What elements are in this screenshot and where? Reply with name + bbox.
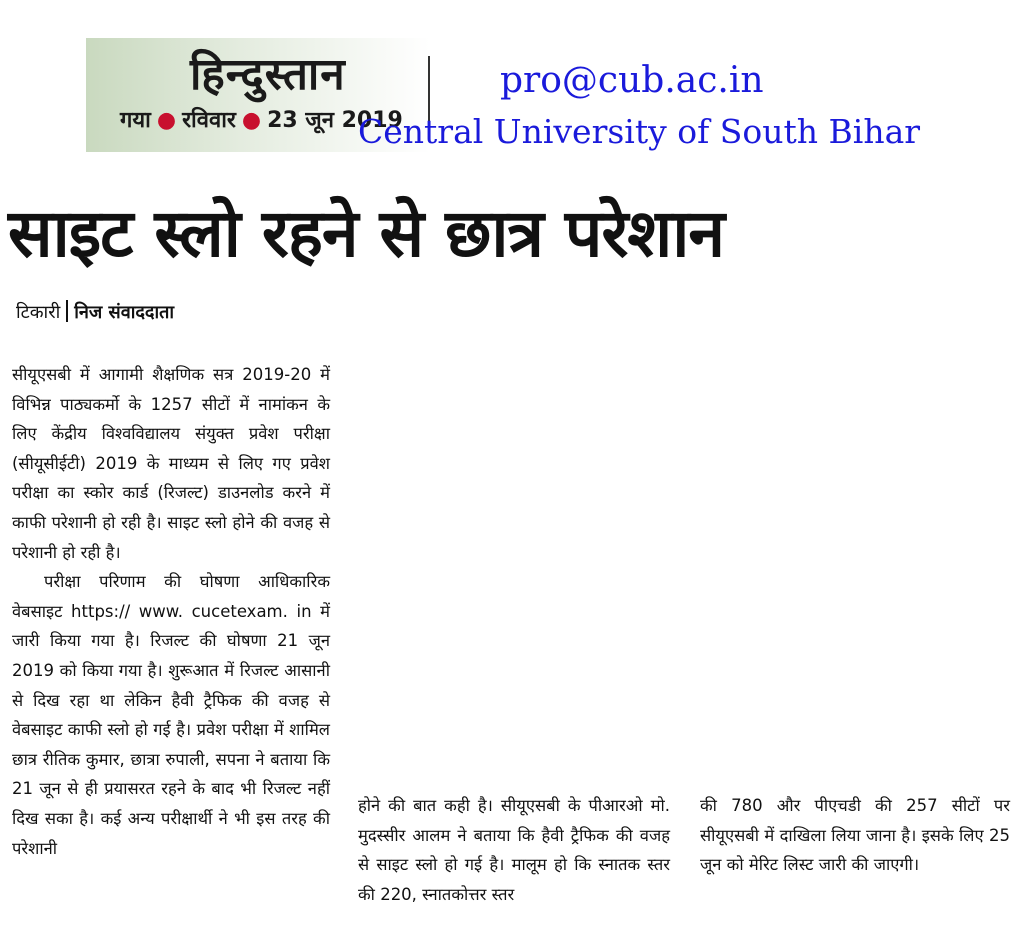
- byline: [16, 300, 174, 324]
- article-column-3: [700, 791, 1010, 880]
- byline-divider: [66, 300, 68, 322]
- article-column-1: [12, 360, 330, 863]
- bullet-icon: ●: [241, 108, 262, 133]
- article-column-2-text: होने की बात कही है। सीयूएसबी के पीआरओ मो. मुदस्सीर आलम ने बताया कि हैवी ट्रैफिक की वजह से साइट स्लो हो गई है। मालूम हो कि स्नातक स्तर की 220, स्नातकोत्तर स्तर: [358, 796, 670, 904]
- byline-reporter: निज संवाददाता: [74, 302, 175, 323]
- byline-place: टिकारी: [16, 302, 61, 323]
- bullet-icon: ●: [156, 108, 177, 133]
- dateline-city: गया: [120, 108, 151, 133]
- article-paragraph-1: सीयूएसबी में आगामी शैक्षणिक सत्र 2019-20 में विभिन्न पाठ्यकर्मो के 1257 सीटों में नामांकन के लिए केंद्रीय विश्वविद्यालय संयुक्त प्रवेश परीक्षा (सीयूसीईटी) 2019 के माध्यम से लिए गए प्रवेश परीक्षा का स्कोर कार्ड (रिजल्ट) डाउनलोड करने में काफी परेशानी हो रही है। साइट स्लो होने की वजह से परेशानी हो रही है।: [12, 365, 330, 562]
- article-column-3-text: की 780 और पीएचडी की 257 सीटों पर सीयूएसबी में दाखिला लिया जाना है। इसके लिए 25 जून को मेरिट लिस्ट जारी की जाएगी।: [700, 796, 1010, 875]
- newspaper-name: हिन्दुस्तान: [190, 49, 346, 100]
- university-name: Central University of South Bihar: [358, 112, 921, 151]
- article-paragraph-2: परीक्षा परिणाम की घोषणा आधिकारिक वेबसाइट https:// www. cucetexam. in में जारी किया गया है। रिजल्ट की घोषणा 21 जून 2019 को किया गया है। शुरूआत में रिजल्ट आसानी से दिख रहा था लेकिन हैवी ट्रैफिक की वजह से वेबसाइट काफी स्लो हो गई है। प्रवेश परीक्षा में शामिल छात्र रीतिक कुमार, छात्रा रुपाली, सपना ने बताया कि 21 जून से ही प्रयासरत रहने के बाद भी रिजल्ट नहीं दिख सका है। कई अन्य परीक्षार्थी ने भी इस तरह की परेशानी: [12, 572, 330, 858]
- dateline-day: रविवार: [182, 108, 236, 133]
- article-column-2: [358, 791, 670, 909]
- dateline-date: 23 जून 2019: [267, 108, 403, 133]
- article-headline: साइट स्लो रहने से छात्र परेशान: [8, 195, 724, 272]
- contact-email: pro@cub.ac.in: [500, 60, 764, 101]
